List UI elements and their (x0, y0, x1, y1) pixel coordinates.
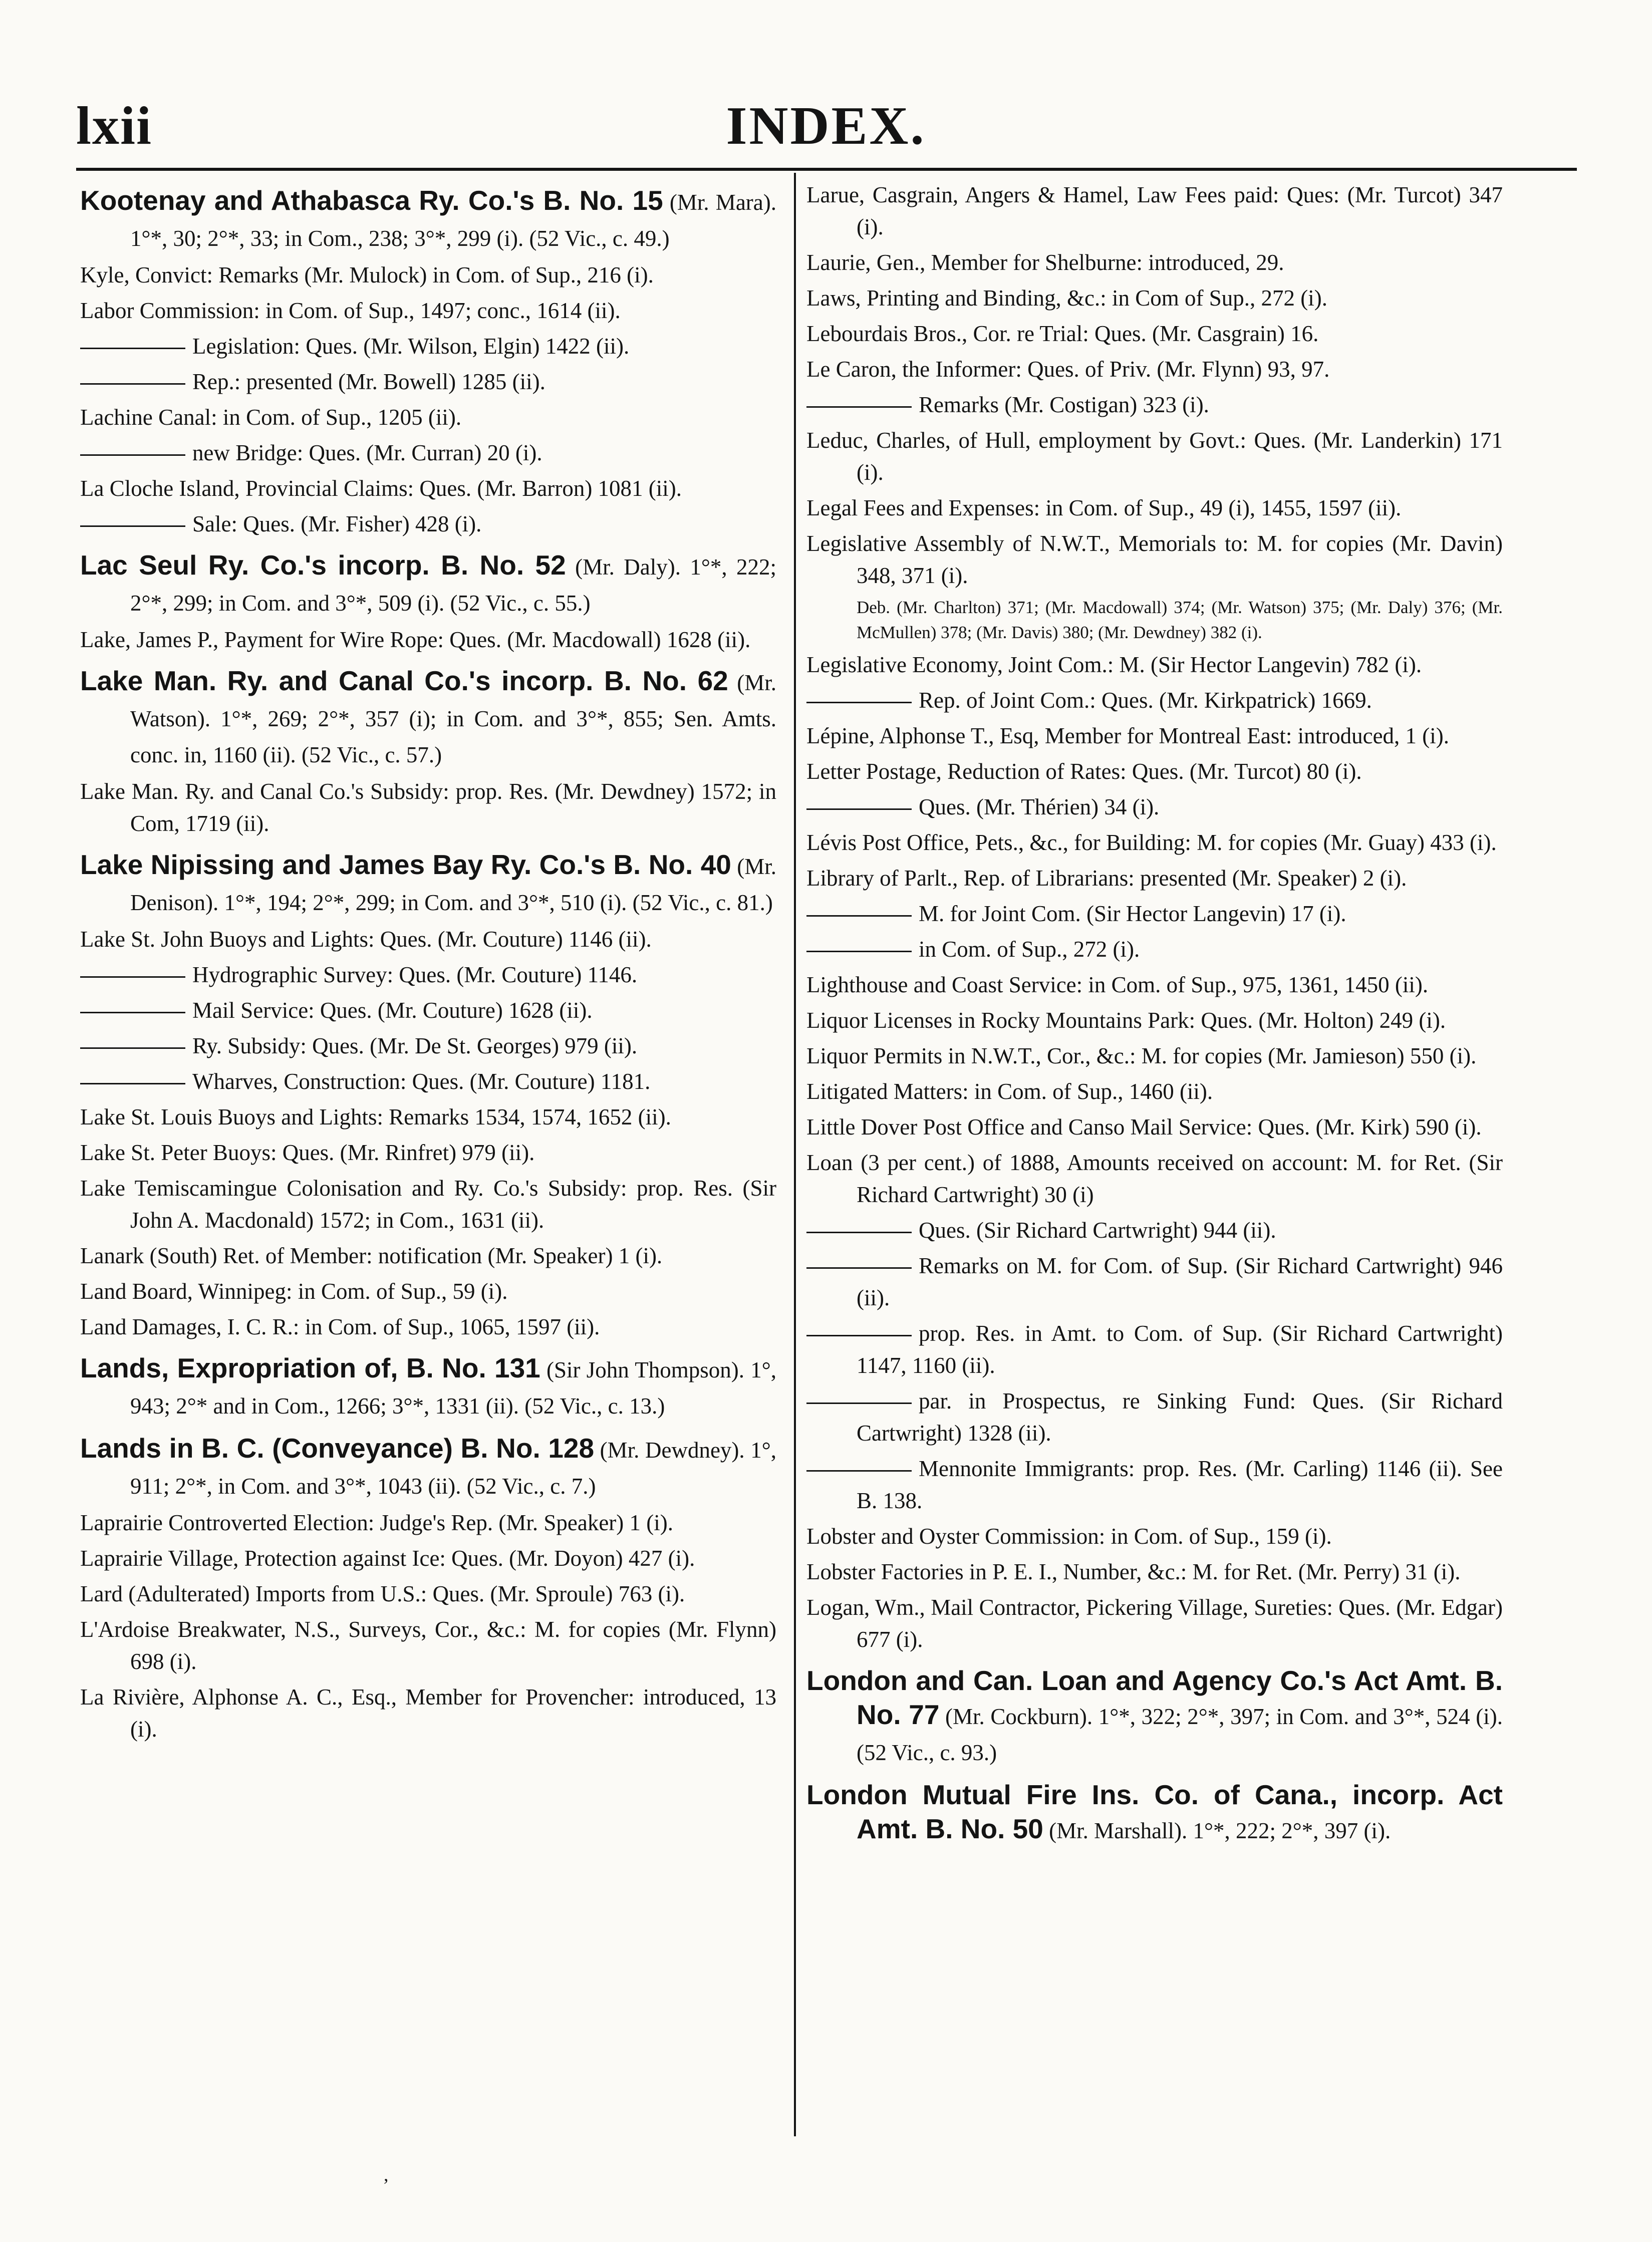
ditto-dash (80, 1083, 185, 1084)
index-subentry (806, 1214, 1503, 1246)
index-subentry (80, 1065, 776, 1097)
bill-details: (Mr. Dewdney). 1°, 911; 2°*, in Com. and 3°*, 1043 (ii). (52 Vic., c. 7.) (130, 1438, 776, 1499)
index-entry: Lake St. John Buoys and Lights: Ques. (Mr. Couture) 1146 (ii). (80, 927, 652, 952)
index-subentry (80, 437, 776, 469)
bill-entry (80, 183, 776, 255)
stray-mark-glyph: , (384, 2164, 389, 2185)
index-subentry (80, 366, 776, 398)
subentry-text: Ques. (Mr. Thérien) 34 (i). (919, 794, 1160, 819)
ditto-dash (806, 1470, 912, 1472)
index-entry: Liquor Licenses in Rocky Mountains Park: Ques. (Mr. Holton) 249 (i). (806, 1008, 1446, 1033)
subentry-text: Ques. (Sir Richard Cartwright) 944 (ii). (919, 1218, 1276, 1243)
ditto-dash (806, 808, 912, 810)
index-entry: Lard (Adulterated) Imports from U.S.: Ques. (Mr. Sproule) 763 (i). (80, 1581, 685, 1606)
index-entry: Little Dover Post Office and Canso Mail Service: Ques. (Mr. Kirk) 590 (i). (806, 1114, 1482, 1140)
subentry-text: Wharves, Construction: Ques. (Mr. Couture) 1181. (192, 1069, 651, 1094)
left-column (80, 175, 776, 1745)
bill-title: London Mutual Fire Ins. Co. of Cana., incorp. Act Amt. B. No. 50 (806, 1779, 1503, 1844)
bill-title: London and Can. Loan and Agency Co.'s Act Amt. B. No. 77 (806, 1665, 1503, 1730)
ditto-dash (80, 383, 185, 385)
index-subentry (80, 1030, 776, 1062)
index-entry: Legislative Economy, Joint Com.: M. (Sir Hector Langevin) 782 (i). (806, 652, 1422, 677)
index-entry: Lake Man. Ry. and Canal Co.'s Subsidy: prop. Res. (Mr. Dewdney) 1572; in Com, 1719 (ii). (80, 779, 776, 836)
subentry-text: Legislation: Ques. (Mr. Wilson, Elgin) 1422 (ii). (192, 334, 630, 359)
subentry-text: Sale: Ques. (Mr. Fisher) 428 (i). (192, 511, 482, 536)
ditto-dash (806, 1267, 912, 1269)
debate-note: Deb. (Mr. Charlton) 371; (Mr. Macdowall) 374; (Mr. Watson) 375; (Mr. Daly) 376; (Mr. McMullen) 378; (Mr. Davis) 380; (Mr. Dewdney) 382 (i). (857, 598, 1503, 642)
index-entry: Lake Temiscamingue Colonisation and Ry. Co.'s Subsidy: prop. Res. (Sir John A. Macdonald) 1572; in Com., 1631 (ii). (80, 1176, 776, 1233)
subentry-text: Rep.: presented (Mr. Bowell) 1285 (ii). (192, 369, 545, 394)
page-title: INDEX. (726, 96, 926, 156)
ditto-dash (806, 1403, 912, 1404)
index-subentry (806, 1317, 1503, 1381)
index-entry: Lanark (South) Ret. of Member: notification (Mr. Speaker) 1 (i). (80, 1243, 663, 1268)
subentry-text: Ry. Subsidy: Ques. (Mr. De St. Georges) 979 (ii). (192, 1033, 638, 1058)
subentry-text: new Bridge: Ques. (Mr. Curran) 20 (i). (192, 440, 542, 465)
right-column (806, 175, 1503, 1848)
index-subentry (80, 330, 776, 362)
index-entry: Lighthouse and Coast Service: in Com. of Sup., 975, 1361, 1450 (ii). (806, 972, 1429, 997)
index-subentry (806, 1453, 1503, 1517)
index-entry: Lachine Canal: in Com. of Sup., 1205 (ii). (80, 405, 462, 430)
index-entry: Legislative Assembly of N.W.T., Memorials to: M. for copies (Mr. Davin) 348, 371 (i). (806, 531, 1503, 588)
ditto-dash (80, 525, 185, 527)
index-subentry (806, 791, 1503, 823)
index-subentry (80, 508, 776, 540)
bill-details: (Sir John Thompson). 1°, 943; 2°* and in Com., 1266; 3°*, 1331 (ii). (52 Vic., c. 13.) (130, 1357, 776, 1419)
bill-title: Lands in B. C. (Conveyance) B. No. 128 (80, 1433, 595, 1464)
page-number: lxii (76, 96, 153, 156)
subentry-text: Remarks on M. for Com. of Sup. (Sir Richard Cartwright) 946 (ii). (857, 1253, 1503, 1310)
bill-title: Lac Seul Ry. Co.'s incorp. B. No. 52 (80, 549, 566, 581)
index-subentry (806, 389, 1503, 421)
index-subentry (806, 684, 1503, 716)
index-entry: Laprairie Village, Protection against Ice: Ques. (Mr. Doyon) 427 (i). (80, 1546, 695, 1571)
index-entry: L'Ardoise Breakwater, N.S., Surveys, Cor., &c.: M. for copies (Mr. Flynn) 698 (i). (80, 1617, 776, 1674)
index-subentry (806, 933, 1503, 965)
index-subentry (806, 898, 1503, 930)
bill-details: (Mr. Denison). 1°*, 194; 2°*, 299; in Com. and 3°*, 510 (i). (52 Vic., c. 81.) (130, 854, 776, 915)
ditto-dash (80, 976, 185, 978)
ditto-dash (806, 915, 912, 917)
index-entry: Library of Parlt., Rep. of Librarians: presented (Mr. Speaker) 2 (i). (806, 866, 1407, 891)
column-divider (794, 173, 796, 2136)
index-entry: Laprairie Controverted Election: Judge's Rep. (Mr. Speaker) 1 (i). (80, 1510, 673, 1535)
index-entry: Larue, Casgrain, Angers & Hamel, Law Fees paid: Ques: (Mr. Turcot) 347 (i). (806, 182, 1503, 239)
subentry-text: Rep. of Joint Com.: Ques. (Mr. Kirkpatrick) 1669. (919, 688, 1372, 713)
subentry-text: M. for Joint Com. (Sir Hector Langevin) 17 (i). (919, 901, 1346, 926)
index-entry: Logan, Wm., Mail Contractor, Pickering Village, Sureties: Ques. (Mr. Edgar) 677 (i). (806, 1595, 1503, 1652)
index-entry: Le Caron, the Informer: Ques. of Priv. (Mr. Flynn) 93, 97. (806, 357, 1330, 382)
ditto-dash (80, 454, 185, 456)
index-entry: Kyle, Convict: Remarks (Mr. Mulock) in Com. of Sup., 216 (i). (80, 262, 654, 288)
bill-entry (80, 664, 776, 772)
index-entry: Lépine, Alphonse T., Esq, Member for Montreal East: introduced, 1 (i). (806, 723, 1450, 748)
ditto-dash (80, 348, 185, 349)
index-entry: Lévis Post Office, Pets., &c., for Building: M. for copies (Mr. Guay) 433 (i). (806, 830, 1497, 855)
index-entry: Loan (3 per cent.) of 1888, Amounts received on account: M. for Ret. (Sir Richard Cartwright) 30 (i) (806, 1150, 1503, 1207)
subentry-text: prop. Res. in Amt. to Com. of Sup. (Sir Richard Cartwright) 1147, 1160 (ii). (857, 1321, 1503, 1378)
bill-entry (80, 848, 776, 920)
index-subentry (80, 994, 776, 1026)
index-entry: La Rivière, Alphonse A. C., Esq., Member for Provencher: introduced, 13 (i). (80, 1685, 776, 1742)
bill-entry (806, 1778, 1503, 1848)
index-entry: Laws, Printing and Binding, &c.: in Com of Sup., 272 (i). (806, 286, 1327, 311)
ditto-dash (806, 1335, 912, 1336)
index-entry: Laurie, Gen., Member for Shelburne: introduced, 29. (806, 250, 1284, 275)
ditto-dash (806, 406, 912, 408)
index-subentry (80, 959, 776, 991)
subentry-text: par. in Prospectus, re Sinking Fund: Ques. (Sir Richard Cartwright) 1328 (ii). (857, 1388, 1503, 1446)
bill-entry (80, 1351, 776, 1423)
subentry-text: in Com. of Sup., 272 (i). (919, 937, 1140, 962)
index-entry: Lebourdais Bros., Cor. re Trial: Ques. (Mr. Casgrain) 16. (806, 321, 1319, 346)
subentry-text: Hydrographic Survey: Ques. (Mr. Couture) 1146. (192, 962, 638, 987)
bill-title: Lake Man. Ry. and Canal Co.'s incorp. B. No. 62 (80, 665, 728, 696)
index-entry: Land Damages, I. C. R.: in Com. of Sup., 1065, 1597 (ii). (80, 1314, 600, 1339)
index-entry: Leduc, Charles, of Hull, employment by Govt.: Ques. (Mr. Landerkin) 171 (i). (806, 428, 1503, 485)
index-entry: Land Board, Winnipeg: in Com. of Sup., 59 (i). (80, 1279, 508, 1304)
header-rule (76, 168, 1577, 171)
index-entry: Legal Fees and Expenses: in Com. of Sup., 49 (i), 1455, 1597 (ii). (806, 495, 1402, 520)
bill-title: Lake Nipissing and James Bay Ry. Co.'s B. No. 40 (80, 849, 731, 880)
bill-details: (Mr. Marshall). 1°*, 222; 2°*, 397 (i). (1043, 1818, 1391, 1843)
index-entry: Lake, James P., Payment for Wire Rope: Ques. (Mr. Macdowall) 1628 (ii). (80, 627, 751, 652)
bill-details: (Mr. Cockburn). 1°*, 322; 2°*, 397; in Com. and 3°*, 524 (i). (52 Vic., c. 93.) (857, 1704, 1503, 1765)
bill-details: (Mr. Watson). 1°*, 269; 2°*, 357 (i); in Com. and 3°*, 855; Sen. Amts. conc. in, 1160 (ii). (52 Vic., c. 57.) (130, 670, 777, 767)
ditto-dash (806, 951, 912, 952)
ditto-dash (80, 1012, 185, 1013)
index-entry: Lake St. Peter Buoys: Ques. (Mr. Rinfret) 979 (ii). (80, 1140, 535, 1165)
subentry-text: Mennonite Immigrants: prop. Res. (Mr. Carling) 1146 (ii). See B. 138. (857, 1456, 1503, 1513)
subentry-text: Mail Service: Ques. (Mr. Couture) 1628 (ii). (192, 998, 593, 1023)
index-entry: Letter Postage, Reduction of Rates: Ques. (Mr. Turcot) 80 (i). (806, 759, 1362, 784)
index-subentry (806, 1385, 1503, 1449)
bill-details: (Mr. Daly). 1°*, 222; 2°*, 299; in Com. and 3°*, 509 (i). (52 Vic., c. 55.) (130, 554, 776, 616)
bill-entry (80, 1431, 776, 1503)
bill-title: Kootenay and Athabasca Ry. Co.'s B. No. 15 (80, 185, 663, 216)
ditto-dash (806, 702, 912, 703)
ditto-dash (806, 1232, 912, 1233)
index-entry: La Cloche Island, Provincial Claims: Ques. (Mr. Barron) 1081 (ii). (80, 476, 682, 501)
index-entry: Labor Commission: in Com. of Sup., 1497; conc., 1614 (ii). (80, 298, 621, 323)
bill-details: (Mr. Mara). 1°*, 30; 2°*, 33; in Com., 238; 3°*, 299 (i). (52 Vic., c. 49.) (130, 190, 776, 251)
bill-title: Lands, Expropriation of, B. No. 131 (80, 1352, 540, 1383)
index-entry: Liquor Permits in N.W.T., Cor., &c.: M. for copies (Mr. Jamieson) 550 (i). (806, 1043, 1477, 1068)
index-entry: Lobster and Oyster Commission: in Com. of Sup., 159 (i). (806, 1524, 1332, 1549)
index-subentry (806, 1250, 1503, 1314)
subentry-text: Remarks (Mr. Costigan) 323 (i). (919, 392, 1209, 417)
index-entry: Lake St. Louis Buoys and Lights: Remarks 1534, 1574, 1652 (ii). (80, 1104, 671, 1130)
bill-entry (80, 548, 776, 620)
index-entry: Lobster Factories in P. E. I., Number, &c.: M. for Ret. (Mr. Perry) 31 (i). (806, 1559, 1461, 1584)
index-entry: Litigated Matters: in Com. of Sup., 1460 (ii). (806, 1079, 1213, 1104)
ditto-dash (80, 1047, 185, 1049)
bill-entry (806, 1663, 1503, 1770)
